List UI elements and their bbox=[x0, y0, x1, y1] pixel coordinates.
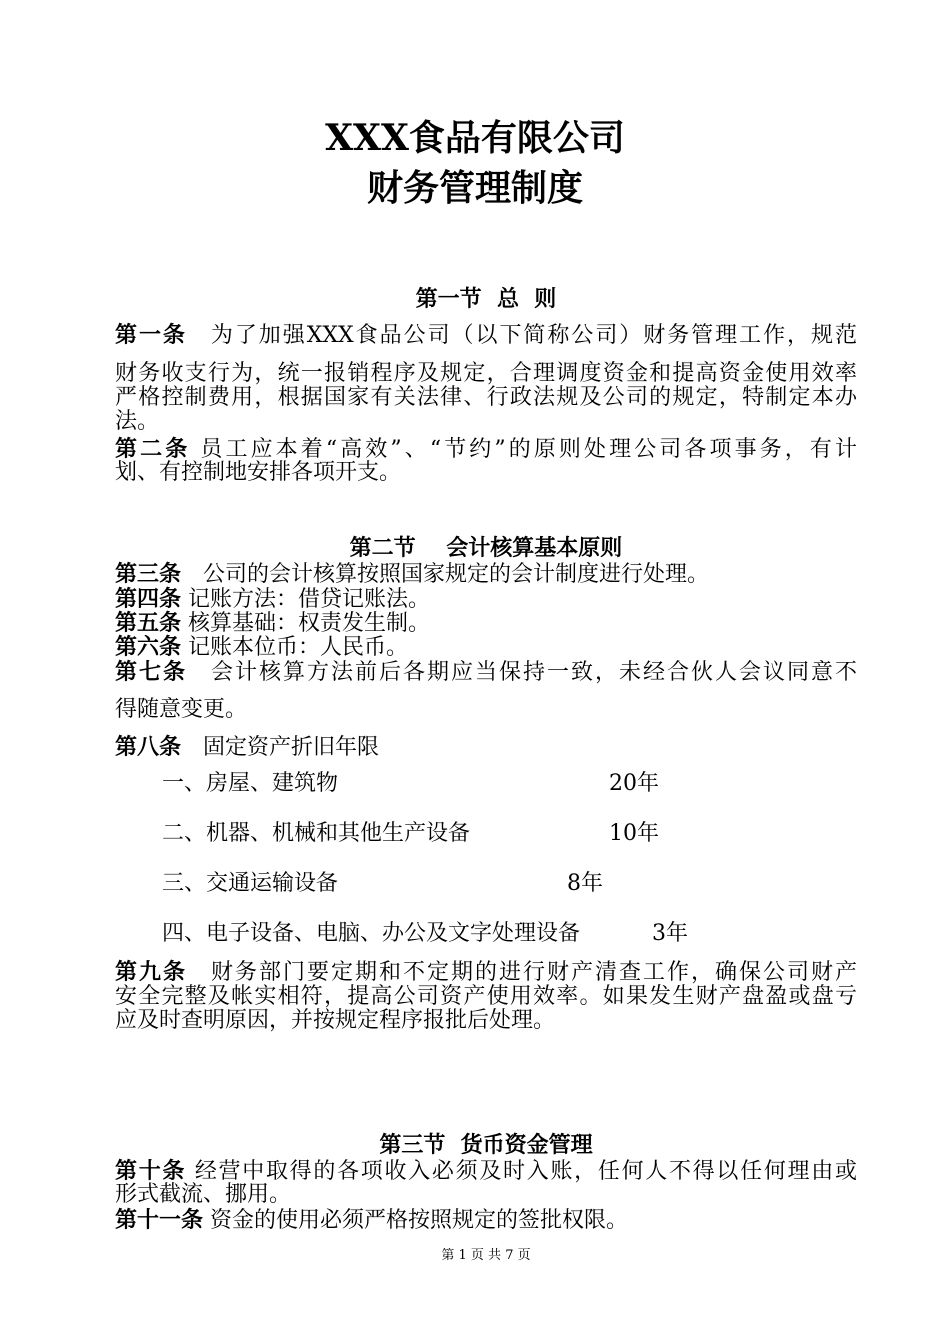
article-11-label: 第十一条 bbox=[115, 1207, 204, 1233]
article-9-text: 财务部门要定期和不定期的进行财产清查工作，确保公司财产 bbox=[211, 960, 857, 985]
article-2-line-2: 划、有控制地安排各项开支。 bbox=[115, 460, 402, 485]
depreciation-item-years: 3年 bbox=[652, 921, 688, 946]
article-5 bbox=[115, 610, 430, 637]
article-8-text: 固定资产折旧年限 bbox=[203, 735, 380, 760]
article-9-line-2: 安全完整及帐实相符，提高公司资产使用效率。如果发生财产盘盈或盘亏 bbox=[115, 984, 857, 1009]
article-11-text: 资金的使用必须严格按照规定的签批权限。 bbox=[210, 1208, 629, 1233]
depreciation-item-name: 三、交通运输设备 bbox=[162, 871, 339, 896]
article-8-label: 第八条 bbox=[115, 734, 182, 760]
depreciation-item-name: 一、房屋、建筑物 bbox=[162, 771, 339, 796]
depreciation-item-years: 20年 bbox=[609, 771, 659, 796]
article-4-text: 记账方法：借贷记账法。 bbox=[188, 587, 431, 612]
article-10-line-2: 形式截流、挪用。 bbox=[115, 1182, 292, 1207]
article-9-label: 第九条 bbox=[115, 959, 187, 985]
article-3-label: 第三条 bbox=[115, 561, 182, 587]
article-6 bbox=[115, 634, 408, 661]
article-1-line-4: 法。 bbox=[115, 409, 160, 434]
depreciation-item-name: 四、电子设备、电脑、办公及文字处理设备 bbox=[162, 921, 581, 946]
article-1-line-2: 财务收支行为，统一报销程序及规定，合理调度资金和提高资金使用效率 bbox=[115, 361, 857, 386]
article-1-line-3: 严格控制费用，根据国家有关法律、行政法规及公司的规定，特制定本办 bbox=[115, 385, 857, 410]
article-10-text: 经营中取得的各项收入必须及时入账，任何人不得以任何理由或 bbox=[194, 1159, 857, 1184]
document-subtitle: 财务管理制度 bbox=[366, 167, 583, 209]
article-3 bbox=[115, 561, 709, 588]
article-7-line-2: 得随意变更。 bbox=[115, 697, 248, 722]
depreciation-item-years: 10年 bbox=[609, 821, 659, 846]
article-4-label: 第四条 bbox=[115, 586, 182, 612]
article-9-line-1 bbox=[115, 959, 857, 986]
section-heading-1: 第一节 总 则 bbox=[415, 286, 557, 312]
section-heading-3: 第三节 货币资金管理 bbox=[379, 1132, 593, 1158]
article-7-line-1 bbox=[115, 659, 857, 686]
article-5-text: 核算基础：权责发生制。 bbox=[188, 611, 431, 636]
article-2-label: 第二条 bbox=[115, 436, 191, 462]
page-footer: 第 1 页 共 7 页 bbox=[441, 1248, 531, 1263]
article-7-label: 第七条 bbox=[115, 659, 187, 685]
article-6-text: 记账本位币：人民币。 bbox=[188, 635, 409, 660]
section-heading-2: 第二节 会计核算基本原则 bbox=[349, 535, 623, 561]
article-8 bbox=[115, 734, 379, 761]
article-9-line-3: 应及时查明原因，并按规定程序报批后处理。 bbox=[115, 1008, 556, 1033]
article-10-label: 第十条 bbox=[115, 1158, 187, 1184]
article-7-text: 会计核算方法前后各期应当保持一致，未经合伙人会议同意不 bbox=[211, 660, 857, 685]
article-4 bbox=[115, 586, 430, 613]
document-title: XXX食品有限公司 bbox=[325, 117, 625, 159]
article-2-line-1 bbox=[115, 436, 857, 463]
article-11 bbox=[115, 1207, 628, 1234]
article-1-line-1 bbox=[115, 322, 857, 349]
depreciation-item-name: 二、机器、机械和其他生产设备 bbox=[162, 821, 471, 846]
article-6-label: 第六条 bbox=[115, 634, 182, 660]
article-1-label: 第一条 bbox=[115, 322, 187, 348]
article-5-label: 第五条 bbox=[115, 610, 182, 636]
article-2-text: 员工应本着“高效”、“节约”的原则处理公司各项事务，有计 bbox=[200, 437, 857, 462]
article-1-text: 为了加强XXX食品公司（以下简称公司）财务管理工作，规范 bbox=[210, 323, 857, 348]
article-10-line-1 bbox=[115, 1158, 857, 1185]
article-3-text: 公司的会计核算按照国家规定的会计制度进行处理。 bbox=[203, 562, 710, 587]
depreciation-item-years: 8年 bbox=[567, 871, 603, 896]
